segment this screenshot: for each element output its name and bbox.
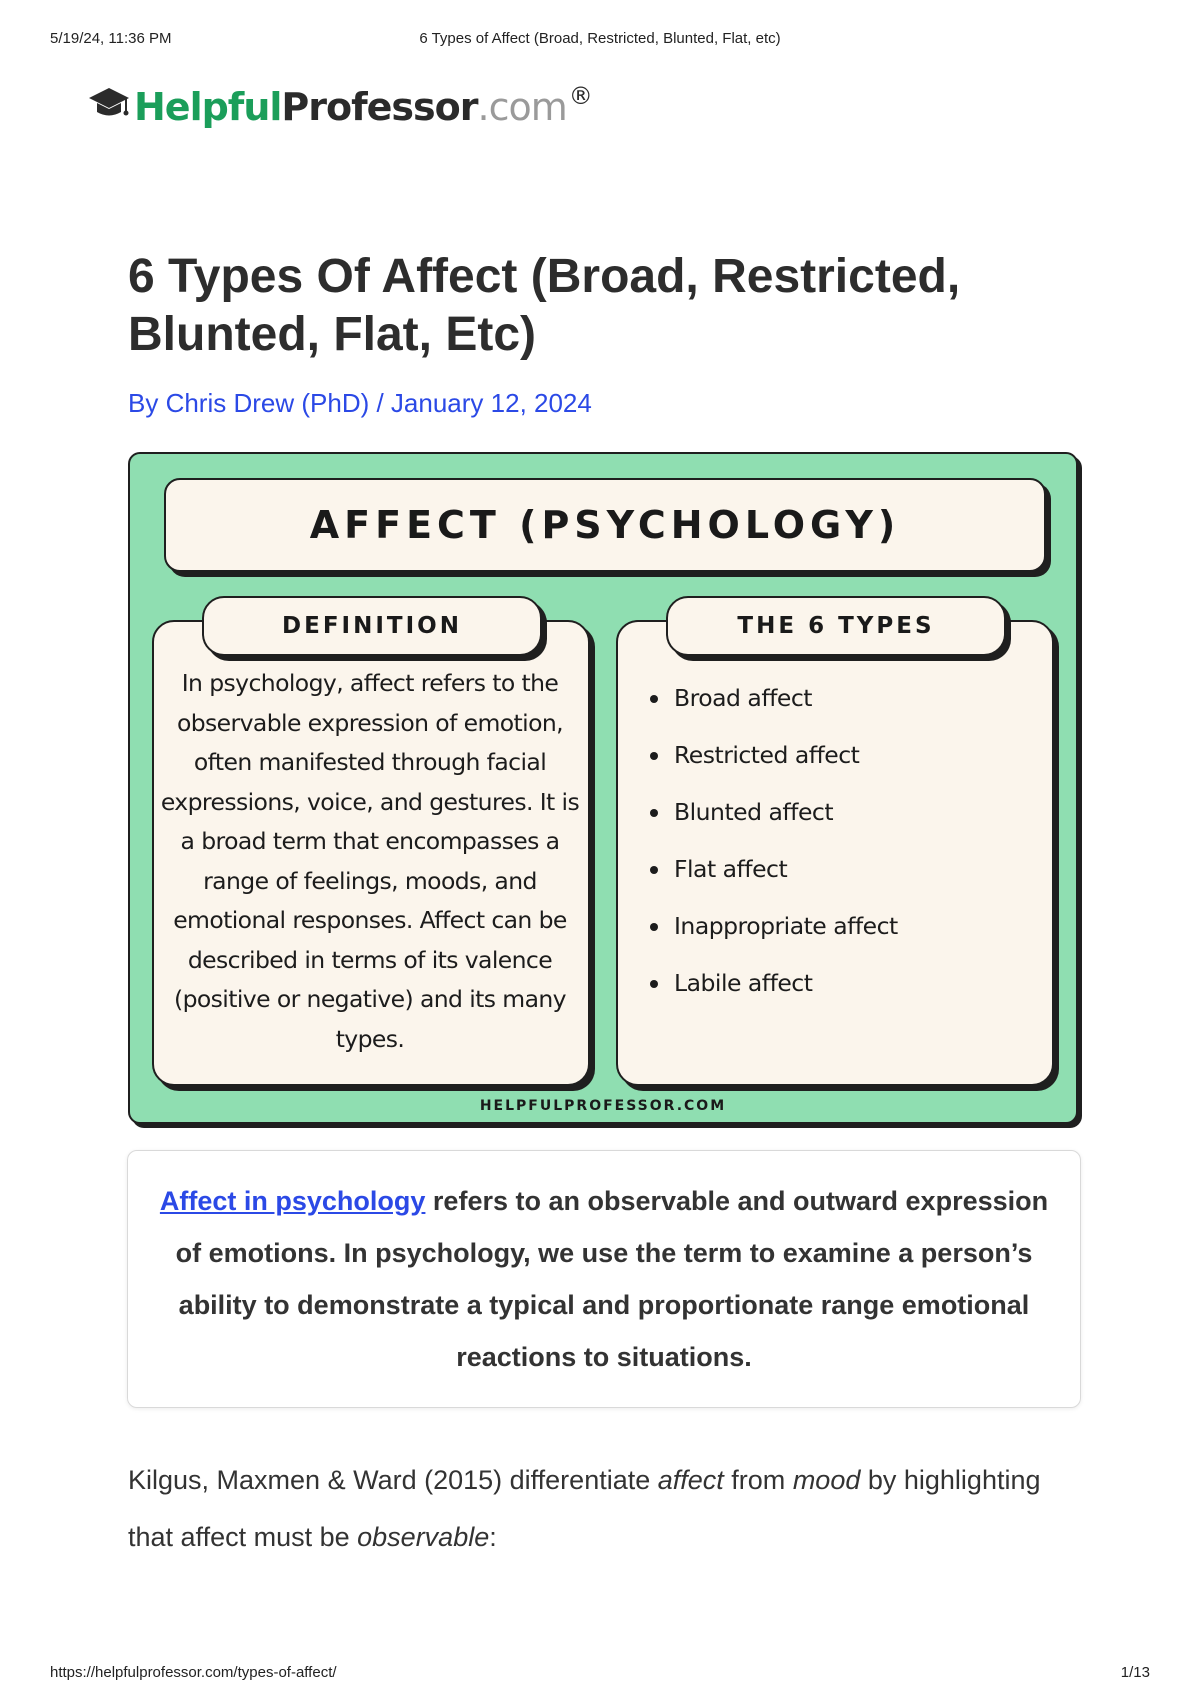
types-list xyxy=(650,684,898,1026)
bullet-icon xyxy=(650,695,658,703)
print-footer xyxy=(50,1664,1150,1681)
site-logo[interactable] xyxy=(88,82,592,132)
type-label: Broad affect xyxy=(674,684,812,712)
bullet-icon xyxy=(650,752,658,760)
list-item xyxy=(650,969,898,1026)
infographic-footer: HELPFULPROFESSOR.COM xyxy=(479,1098,727,1114)
type-label: Restricted affect xyxy=(674,741,860,769)
infographic xyxy=(128,452,1078,1124)
page-title: 6 Types Of Affect (Broad, Restricted, Blunted, Flat, Etc) xyxy=(128,250,961,361)
para-text: from xyxy=(723,1465,793,1495)
infographic-title: AFFECT (PSYCHOLOGY) xyxy=(164,478,1046,572)
graduation-cap-icon xyxy=(88,85,130,129)
byline-separator: / xyxy=(369,388,391,418)
print-page-title: 6 Types of Affect (Broad, Restricted, Blunted, Flat, etc) xyxy=(419,30,781,47)
type-label: Inappropriate affect xyxy=(674,912,898,940)
body-paragraph xyxy=(128,1452,1078,1566)
print-header xyxy=(50,30,1150,47)
logo-helpful: Helpful xyxy=(134,85,282,129)
list-item xyxy=(650,741,898,798)
list-item xyxy=(650,855,898,912)
list-item xyxy=(650,684,898,741)
print-page-number: 1/13 xyxy=(1120,1664,1150,1681)
para-text: Kilgus, Maxmen & Ward (2015) differentiate xyxy=(128,1465,658,1495)
definition-tab: DEFINITION xyxy=(202,596,542,656)
logo-com: .com xyxy=(477,85,567,129)
type-label: Blunted affect xyxy=(674,798,834,826)
print-datetime: 5/19/24, 11:36 PM xyxy=(50,30,172,47)
para-text: by highlighting that affect must be xyxy=(128,1465,1041,1552)
logo-professor: Professor xyxy=(281,85,478,129)
affect-link[interactable]: Affect in psychology xyxy=(159,1186,426,1216)
para-em-affect: affect xyxy=(657,1465,724,1495)
para-em-mood: mood xyxy=(792,1465,861,1495)
bullet-icon xyxy=(650,923,658,931)
list-item xyxy=(650,798,898,855)
types-tab: THE 6 TYPES xyxy=(666,596,1006,656)
print-url: https://helpfulprofessor.com/types-of-affect/ xyxy=(50,1664,337,1681)
bullet-icon xyxy=(650,866,658,874)
logo-registered: ® xyxy=(568,82,592,110)
type-label: Labile affect xyxy=(674,969,813,997)
author-link[interactable]: By Chris Drew (PhD) xyxy=(128,388,370,418)
para-em-observable: observable xyxy=(357,1522,490,1552)
bullet-icon xyxy=(650,980,658,988)
byline xyxy=(128,388,592,419)
callout-body: refers to an observable and outward expression of emotions. In psychology, we use the term to examine a person’s ability to demonstrate a typical and proportionate range emotional reactions to situations. xyxy=(175,1186,1049,1372)
list-item xyxy=(650,912,898,969)
publish-date: January 12, 2024 xyxy=(390,388,592,418)
definition-text: In psychology, affect refers to the observable expression of emotion, often manifested through facial expressions, voice, and gestures. It is a broad term that encompasses a range of feelings, moods, and emotional responses. Affect can be described in terms of its valence (positive or negative) and its many types. xyxy=(160,669,580,1053)
summary-callout xyxy=(127,1150,1081,1408)
bullet-icon xyxy=(650,809,658,817)
type-label: Flat affect xyxy=(674,855,788,883)
callout-text xyxy=(154,1175,1054,1383)
para-text: : xyxy=(489,1522,497,1552)
